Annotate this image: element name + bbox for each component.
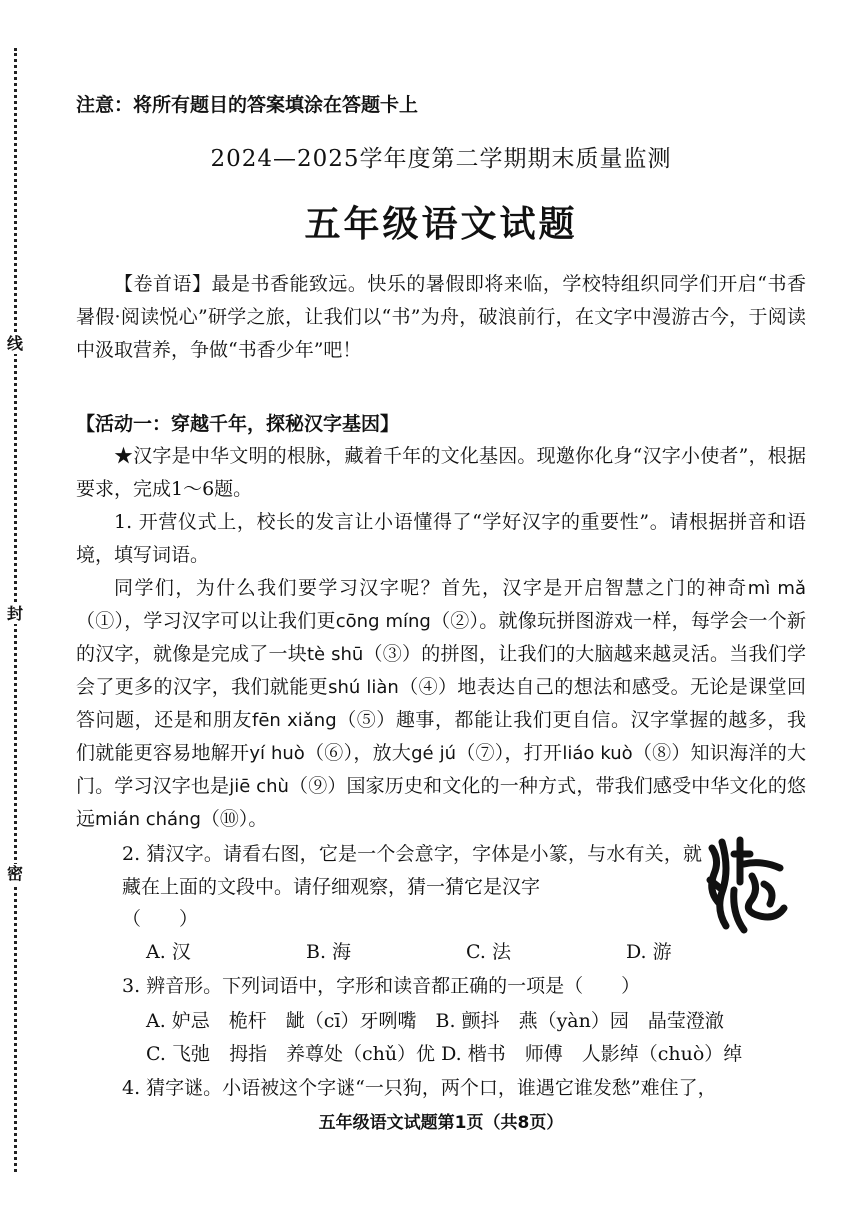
activity-heading: 【活动一：穿越千年，探秘汉字基因】 bbox=[76, 413, 400, 435]
question-2-stem: 2. 猜汉字。请看右图，它是一个会意字，字体是小篆，与水有关，就藏在上面的文段中。请仔细观察，猜一猜它是汉字 bbox=[122, 843, 702, 898]
pinyin-blank-6: yí huò bbox=[249, 743, 305, 764]
passage-text: （④）地表达自己的想法和感受。无论是课堂回答问题，还是和朋友 bbox=[76, 676, 806, 731]
question-2-options bbox=[146, 937, 786, 964]
pinyin-blank-10: mián cháng bbox=[95, 809, 201, 830]
principal-speech-passage bbox=[76, 572, 806, 836]
option-b: B. 海 bbox=[306, 941, 352, 963]
passage-text: （⑦），打开 bbox=[456, 742, 563, 764]
option-b: B. 颤抖 燕（yàn）园 晶莹澄澈 bbox=[416, 1010, 724, 1032]
binding-char-secret: 密 bbox=[2, 864, 28, 884]
option-c: C. 法 bbox=[466, 941, 511, 963]
question-4-stem: 4. 猜字谜。小语被这个字谜“一只狗，两个口，谁遇它谁发愁”难住了， bbox=[122, 1077, 717, 1099]
pinyin-blank-8: liáo kuò bbox=[562, 743, 633, 764]
pinyin-blank-1: mì mǎ bbox=[747, 578, 806, 599]
passage-text: （②）。就像玩拼图游戏一样，每学会一个新的汉字，就像是完成了一块 bbox=[76, 610, 806, 665]
passage-text: （⑥），放大 bbox=[304, 742, 412, 764]
passage-text: （⑨）国家历史和文化的一种方式，带我们感受中华文化的悠远 bbox=[76, 775, 806, 830]
pinyin-blank-7: gé jú bbox=[411, 743, 456, 764]
option-a: A. 汉 bbox=[146, 941, 191, 963]
question-3-options-row-1 bbox=[146, 1006, 786, 1033]
pinyin-blank-4: shú liàn bbox=[328, 677, 399, 698]
question-3-options-row-2 bbox=[146, 1039, 786, 1066]
passage-text: （③）的拼图，让我们的大脑越来越灵活。当我们学会了更多的汉字，我们就能更 bbox=[76, 643, 806, 698]
question-2-answer-paren: （ ） bbox=[122, 908, 199, 930]
paper-title: 五年级语文试题 bbox=[304, 203, 578, 245]
option-d: D. 楷书 师傅 人影绰（chuò）绰 bbox=[435, 1043, 743, 1065]
pinyin-blank-5: fēn xiǎng bbox=[252, 710, 337, 731]
binding-char-seal: 封 bbox=[2, 604, 28, 624]
passage-text: （①），学习汉字可以让我们更 bbox=[76, 610, 336, 632]
option-d: D. 游 bbox=[626, 941, 672, 963]
pinyin-blank-2: cōng míng bbox=[335, 611, 431, 632]
question-1-stem: 1. 开营仪式上，校长的发言让小语懂得了“学好汉字的重要性”。请根据拼音和语境，填写词语。 bbox=[76, 511, 806, 566]
intro-paragraph: 【卷首语】最是书香能致远。快乐的暑假即将来临，学校特组织同学们开启“书香暑假·阅读悦心”研学之旅，让我们以“书”为舟，破浪前行，在文字中漫游古今，于阅读中汲取营养，争做“书香少年”吧！ bbox=[76, 273, 806, 361]
option-c: C. 飞弛 拇指 养尊处（chǔ）优 bbox=[146, 1043, 436, 1065]
passage-text: 同学们，为什么我们要学习汉字呢？首先，汉字是开启智慧之门的神奇 bbox=[114, 577, 748, 599]
exam-title: 2024—2025学年度第二学期期末质量监测 bbox=[210, 146, 672, 172]
pinyin-blank-3: tè shū bbox=[306, 644, 364, 665]
passage-text: （⑤）趣事，都能让我们更自信。汉字掌握的越多，我们就能更容易地解开 bbox=[76, 709, 806, 764]
activity-lead: ★汉字是中华文明的根脉，藏着千年的文化基因。现邀你化身“汉字小使者”，根据要求，完成1～6题。 bbox=[76, 445, 806, 500]
question-3-stem: 3. 辨音形。下列词语中，字形和读音都正确的一项是（ ） bbox=[122, 975, 641, 997]
seal-script-character-image bbox=[704, 830, 794, 940]
answer-notice: 注意：将所有题目的答案填涂在答题卡上 bbox=[76, 94, 419, 116]
binding-char-line: 线 bbox=[2, 334, 28, 354]
passage-text: （⑧）知识海洋的大门。学习汉字也是 bbox=[76, 742, 806, 797]
pinyin-blank-9: jiē chù bbox=[229, 776, 289, 797]
passage-text: （⑩）。 bbox=[200, 808, 268, 830]
option-a: A. 妒忌 桅杆 龇（cī）牙咧嘴 bbox=[146, 1010, 417, 1032]
page-footer: 五年级语文试题第1页（共8页） bbox=[318, 1113, 564, 1133]
